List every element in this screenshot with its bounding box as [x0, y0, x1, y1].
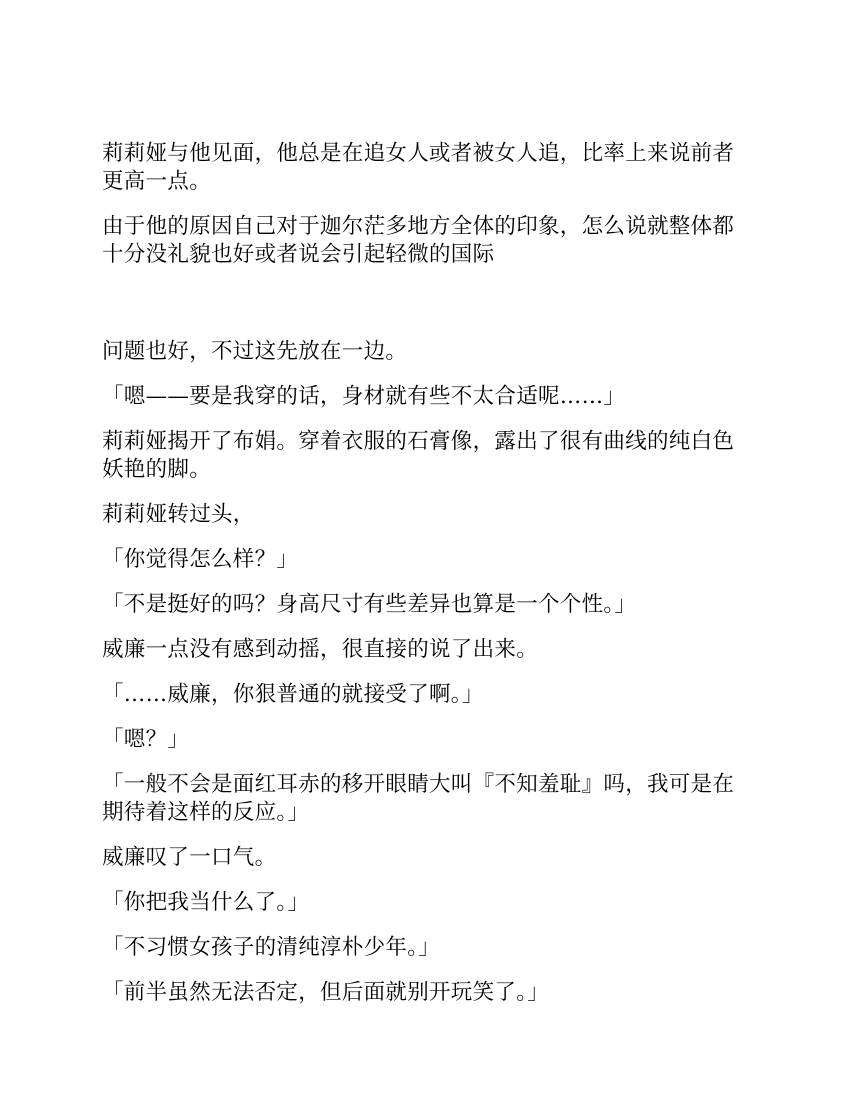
paragraph: 「你觉得怎么样？」 [102, 547, 299, 572]
paragraph: 问题也好，不过这先放在一边。 [102, 339, 408, 364]
paragraph: 「……威廉，你狠普通的就接受了啊。」 [102, 682, 484, 707]
paragraph: 「一般不会是面红耳赤的移开眼睛大叫『不知羞耻』吗，我可是在期待着这样的反应。」 [102, 772, 735, 825]
paragraph: 「嗯？」 [102, 727, 190, 752]
paragraph: 「不习惯女孩子的清纯淳朴少年。」 [102, 935, 441, 960]
paragraph: 威廉一点没有感到动摇，很直接的说了出来。 [102, 637, 539, 662]
text-column [102, 140, 752, 1024]
paragraph: 「不是挺好的吗？身高尺寸有些差异也算是一个个性。」 [102, 592, 637, 617]
paragraph: 莉莉娅揭开了布娟。穿着衣服的石膏像，露出了很有曲线的纯白色妖艳的脚。 [102, 429, 735, 482]
paragraph: 莉莉娅与他见面，他总是在追女人或者被女人追，比率上来说前者更高一点。 [102, 141, 735, 194]
paragraph: 「前半虽然无法否定，但后面就别开玩笑了。」 [102, 980, 550, 1005]
paragraph: 「你把我当什么了。」 [102, 890, 310, 915]
paragraph: 威廉叹了一口气。 [102, 845, 277, 870]
paragraph: 由于他的原因自己对于迦尔茫多地方全体的印象，怎么说就整体都十分没礼貌也好或者说会引起轻微的国际 [102, 214, 735, 267]
paragraph: 「嗯——要是我穿的话，身材就有些不太合适呢……」 [102, 384, 626, 409]
paragraph: 莉莉娅转过头， [102, 502, 255, 527]
